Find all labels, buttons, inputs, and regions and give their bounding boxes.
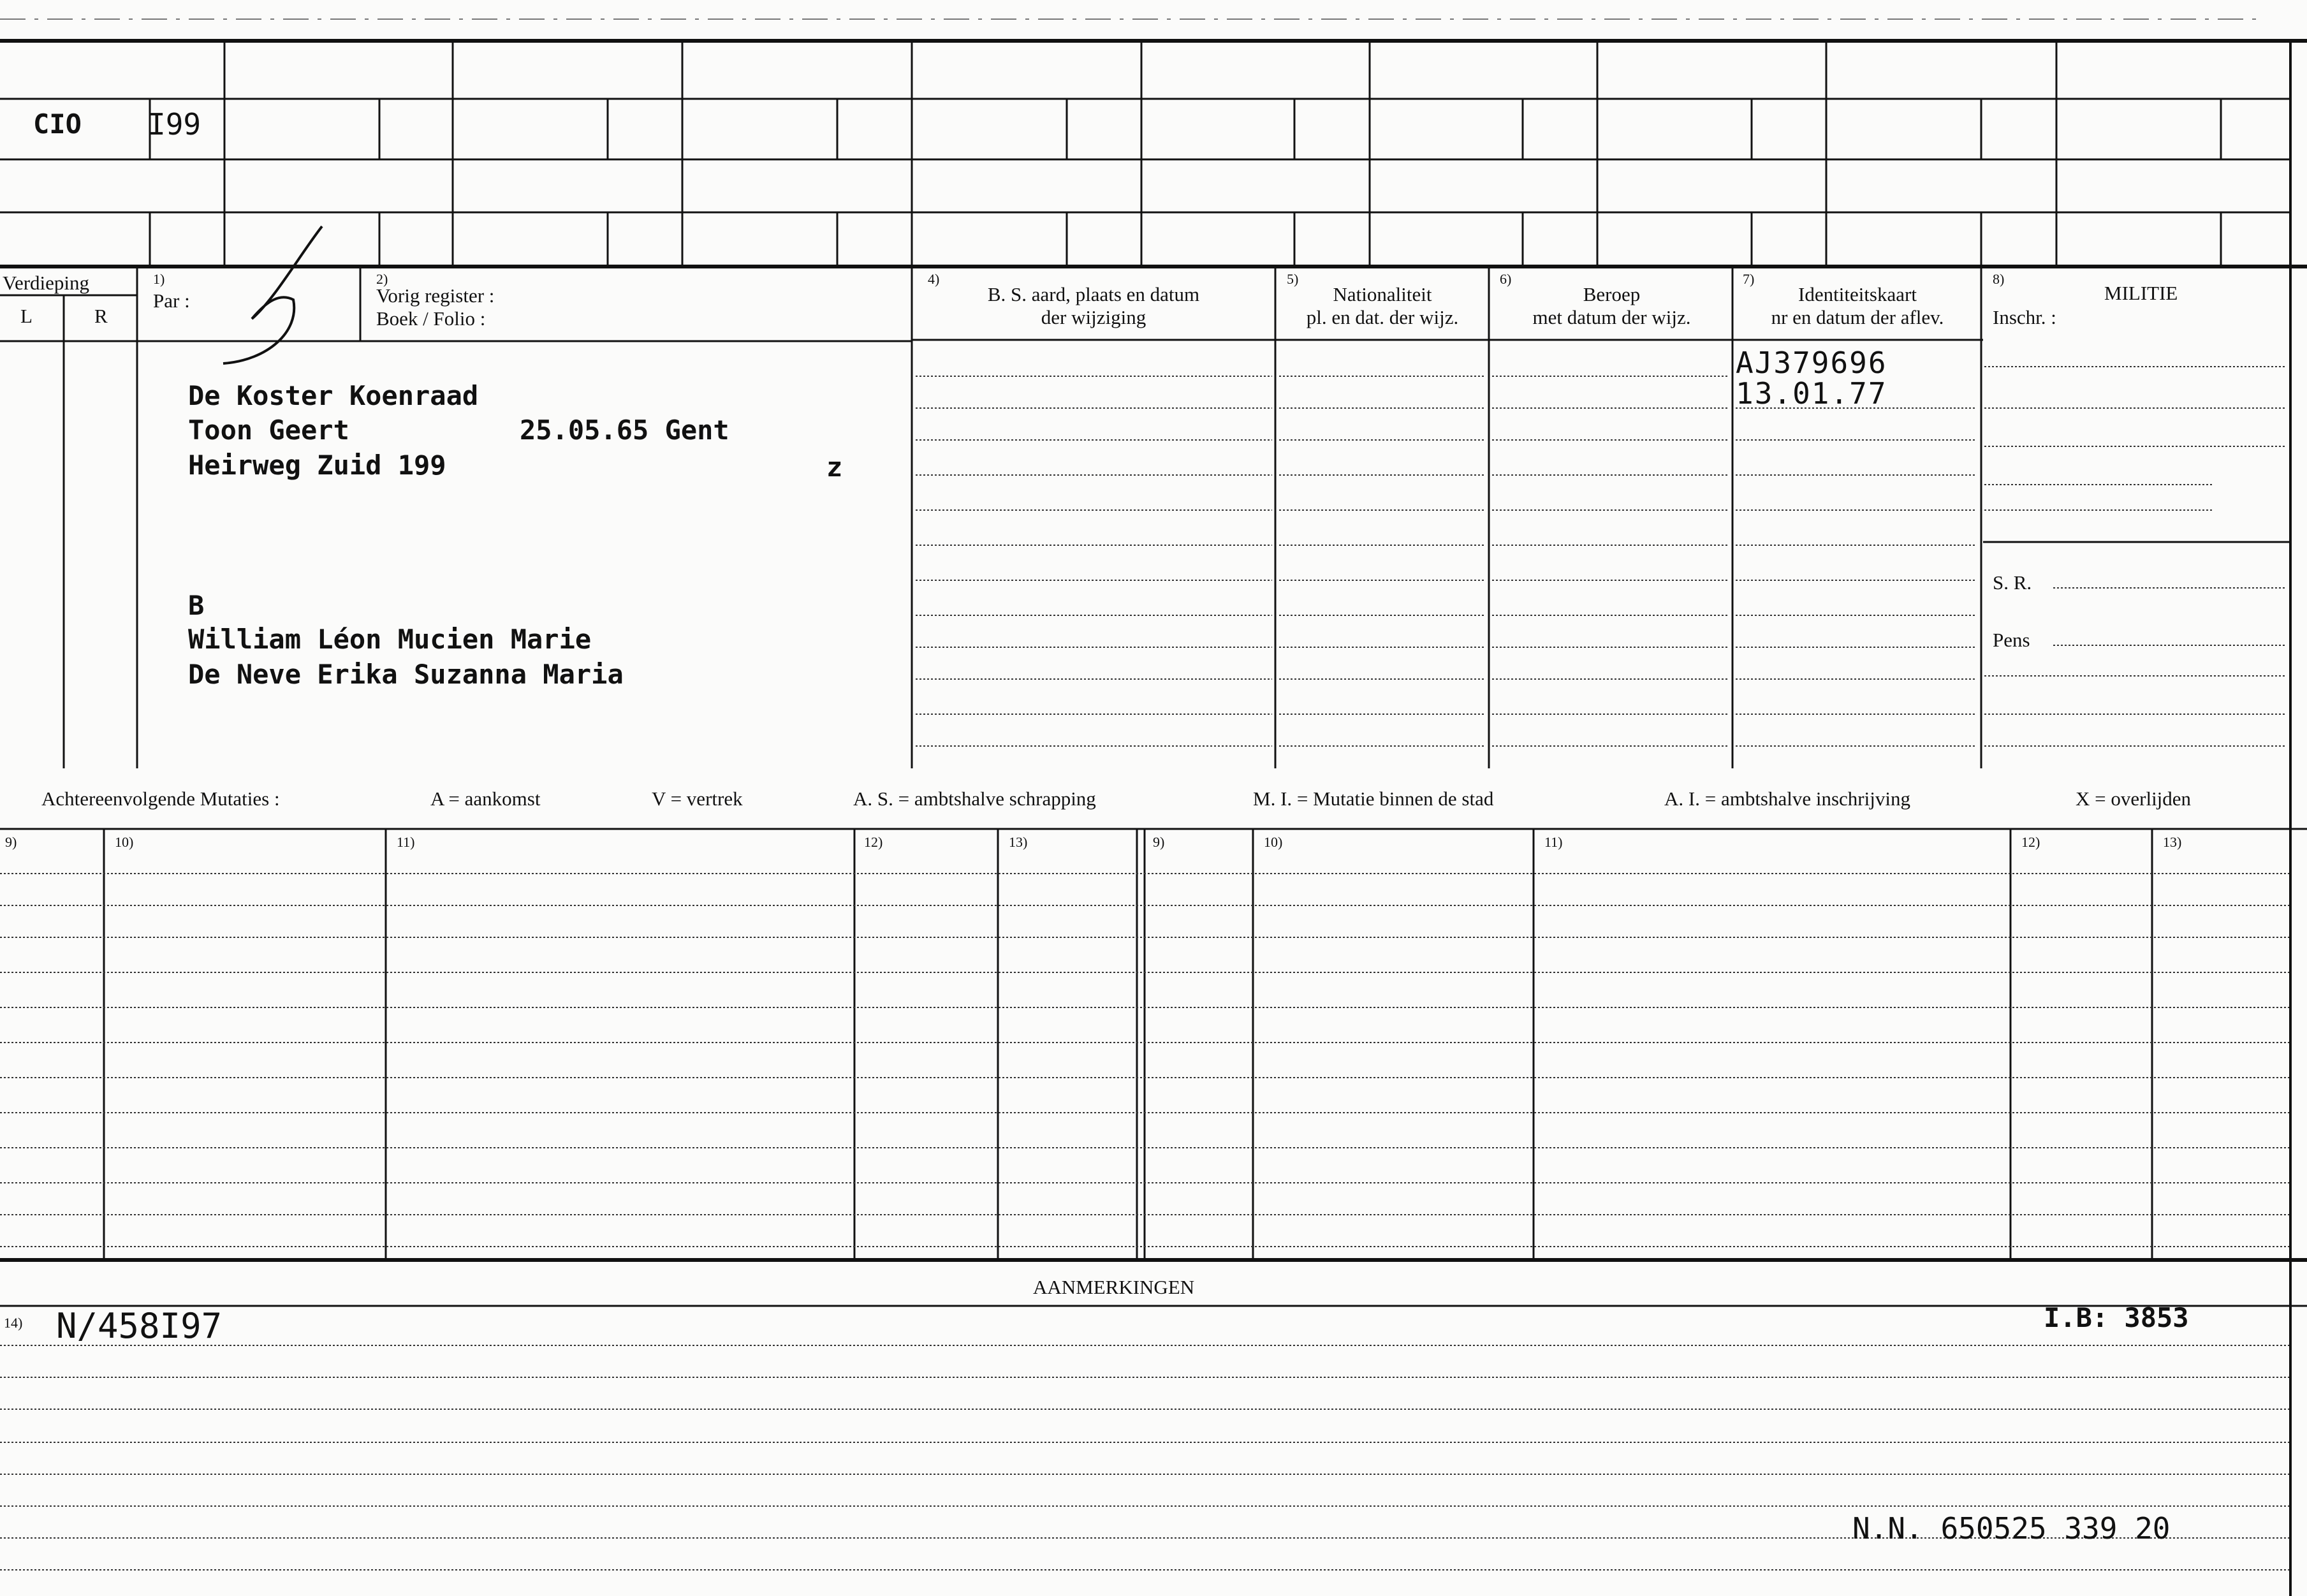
mut-col-10-left: 10) [115, 834, 134, 850]
mut-col-13-right: 13) [2163, 834, 2182, 850]
header-4-num: 4) [928, 271, 940, 287]
header-bs-line2: der wijziging [1041, 306, 1146, 328]
remarks-ref: N/458I97 [56, 1306, 223, 1346]
header-2-num: 2) [376, 271, 388, 287]
header-bs-line1: B. S. aard, plaats en datum [987, 283, 1200, 305]
header-beroep: Beroep [1583, 283, 1641, 305]
birth-date-place: 25.05.65 Gent [520, 414, 729, 446]
number-value: I99 [148, 107, 201, 142]
address: Heirweg Zuid 199 [188, 450, 446, 481]
mut-col-9-left: 9) [5, 834, 17, 850]
legend-vertrek: V = vertrek [652, 787, 743, 810]
father-name: William Léon Mucien Marie [188, 624, 592, 655]
header-beroep-sub: met datum der wijz. [1532, 306, 1691, 328]
marker-b: B [188, 590, 205, 621]
mut-col-9-right: 9) [1153, 834, 1165, 850]
header-nationaliteit-sub: pl. en dat. der wijz. [1306, 306, 1459, 328]
mark-z: z [826, 451, 843, 483]
header-6-num: 6) [1500, 271, 1512, 287]
mut-col-12-right: 12) [2021, 834, 2040, 850]
mother-name: De Neve Erika Suzanna Maria [188, 659, 624, 690]
mut-col-11-right: 11) [1544, 834, 1563, 850]
mut-col-12-left: 12) [864, 834, 883, 850]
mut-col-10-right: 10) [1264, 834, 1283, 850]
code-value: CIO [33, 108, 82, 140]
legend-title: Achtereenvolgende Mutaties : [41, 787, 280, 810]
legend-inschrijving: A. I. = ambtshalve inschrijving [1664, 787, 1910, 810]
label-sr: S. R. [1993, 571, 2032, 594]
header-1-num: 1) [153, 271, 165, 287]
legend-aankomst: A = aankomst [430, 787, 541, 810]
mut-col-11-left: 11) [397, 834, 415, 850]
header-militie: MILITIE [2104, 282, 2178, 304]
mut-col-13-left: 13) [1009, 834, 1028, 850]
national-number: N.N. 650525 339 20 [1852, 1511, 2171, 1546]
id-card-date: 13.01.77 [1736, 376, 1887, 411]
header-left: L [20, 305, 33, 327]
legend-overlijden: X = overlijden [2076, 787, 2192, 810]
remarks-num: 14) [4, 1315, 23, 1331]
header-vorig-register: Vorig register : [376, 284, 495, 307]
header-8-num: 8) [1993, 271, 2005, 287]
header-par: Par : [153, 289, 190, 312]
header-verdieping: Verdieping [3, 272, 90, 294]
header-identiteitskaart-sub: nr en datum der aflev. [1771, 306, 1944, 328]
header-boek-folio: Boek / Folio : [376, 307, 486, 330]
header-identiteitskaart: Identiteitskaart [1798, 283, 1917, 305]
legend-mutatie: M. I. = Mutatie binnen de stad [1253, 787, 1494, 810]
handwritten-signature [223, 226, 322, 363]
label-pens: Pens [1993, 629, 2030, 651]
remarks-title: AANMERKINGEN [1033, 1276, 1195, 1298]
header-nationaliteit: Nationaliteit [1333, 283, 1432, 305]
legend-schrapping: A. S. = ambtshalve schrapping [853, 787, 1096, 810]
header-5-num: 5) [1287, 271, 1299, 287]
header-right: R [94, 305, 108, 327]
id-card-number: AJ379696 [1736, 346, 1887, 380]
given-names: Toon Geert [188, 414, 349, 446]
remarks-ib: I.B: 3853 [2044, 1302, 2189, 1333]
header-7-num: 7) [1743, 271, 1755, 287]
name-line: De Koster Koenraad [188, 380, 479, 411]
header-inschr: Inschr. : [1993, 306, 2056, 328]
